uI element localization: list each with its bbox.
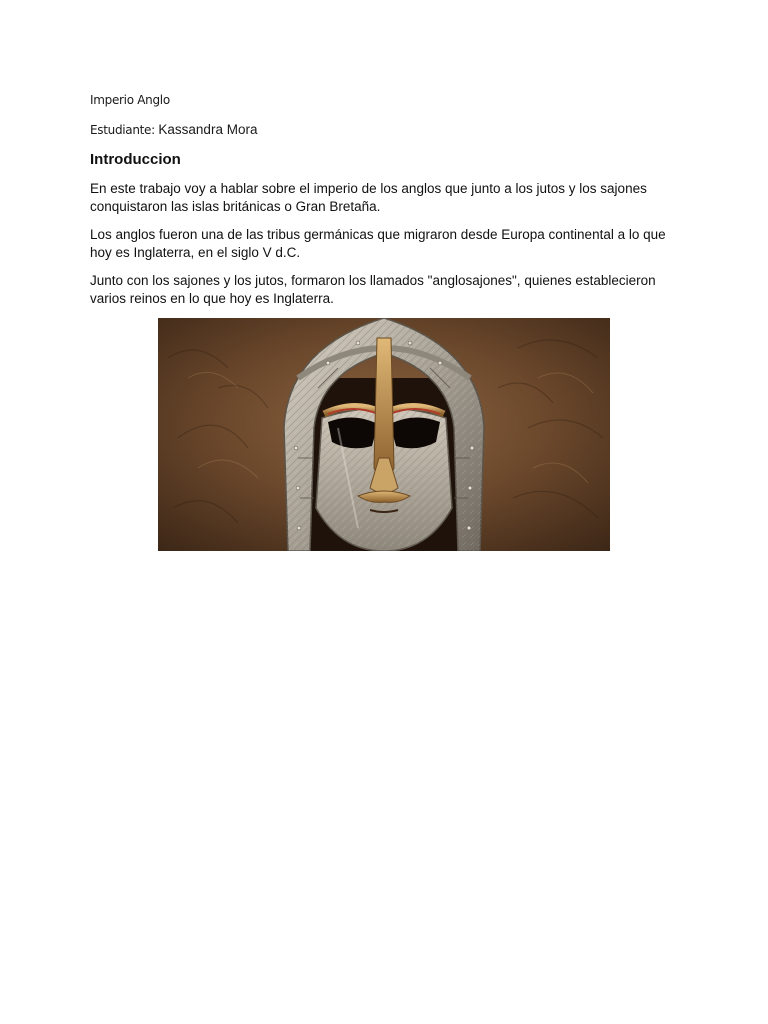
helmet-photo — [158, 318, 610, 551]
student-label: Estudiante: — [90, 123, 155, 137]
student-name: Kassandra Mora — [158, 122, 258, 137]
document-title: Imperio Anglo — [90, 93, 170, 107]
paragraph-2: Los anglos fueron una de las tribus germánicas que migraron desde Europa continental a lo que hoy es Inglaterra, en el siglo V d.C. — [90, 227, 666, 260]
helmet-illustration — [158, 318, 610, 551]
paragraph-3: Junto con los sajones y los jutos, formaron los llamados "anglosajones", quienes establecieron varios reinos en lo que hoy es Inglaterra. — [90, 273, 656, 306]
student-line — [90, 122, 257, 137]
section-heading: Introduccion — [90, 151, 181, 168]
paragraph-1: En este trabajo voy a hablar sobre el imperio de los anglos que junto a los jutos y los sajones conquistaron las islas británicas o Gran Bretaña. — [90, 181, 647, 214]
